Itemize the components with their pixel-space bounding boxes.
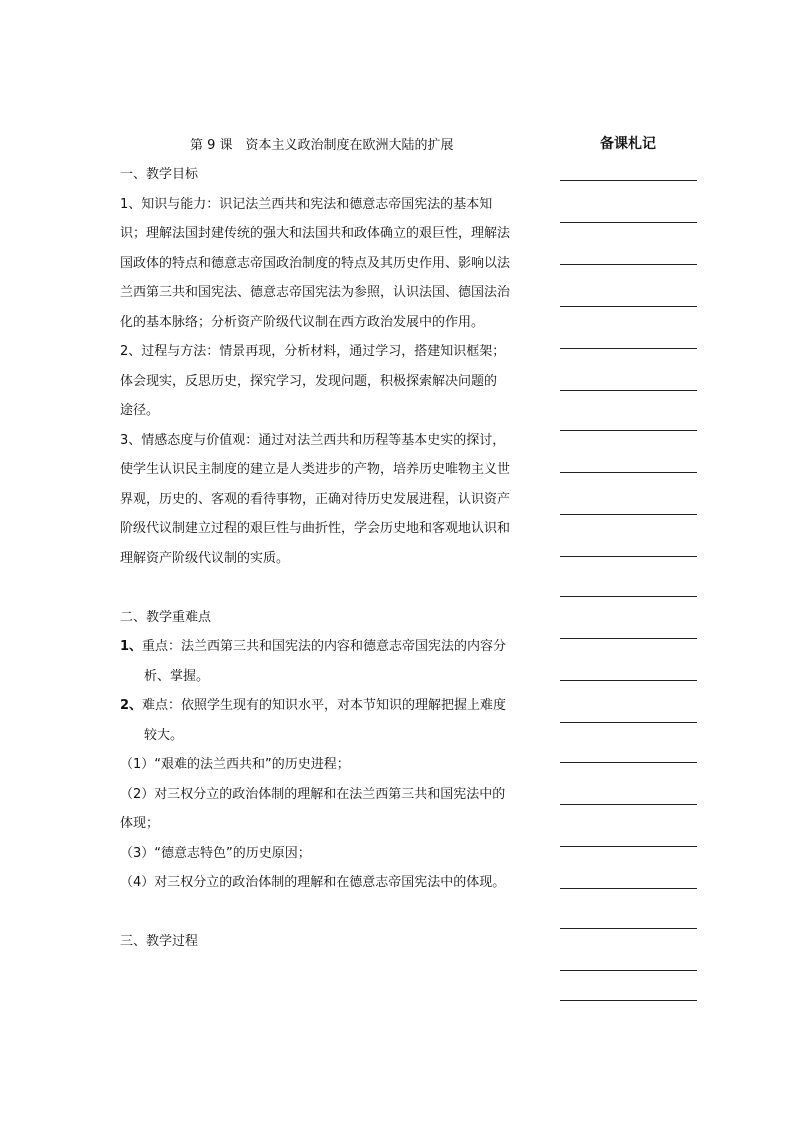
note-rule	[560, 556, 697, 557]
section-heading-process: 三、教学过程	[120, 934, 199, 949]
difficulty-item: （2）对三权分立的政治体制的理解和在法兰西第三共和国宪法中的	[120, 786, 506, 802]
note-rule	[560, 928, 697, 929]
blank-line	[120, 898, 545, 928]
note-rule	[560, 970, 697, 971]
note-rule	[560, 680, 697, 681]
objectives-line: 途径。	[120, 403, 160, 418]
note-rule	[560, 638, 697, 639]
lesson-body	[120, 160, 545, 957]
note-rule	[560, 596, 697, 597]
note-rule	[560, 888, 697, 889]
objectives-line: 使学生认识民主制度的建立是人类进步的产物，培养历史唯物主义世	[120, 462, 511, 477]
note-rule	[560, 430, 697, 431]
note-rule	[560, 348, 697, 349]
objectives-line: 阶级代议制建立过程的艰巨性与曲折性，学会历史地和客观地认识和	[120, 521, 511, 536]
difficulty-item: （4）对三权分立的政治体制的理解和在德意志帝国宪法中的体现。	[120, 875, 506, 890]
note-rule	[560, 762, 697, 763]
blank-line	[120, 573, 545, 603]
objectives-line: 兰西第三共和国宪法、德意志帝国宪法为参照，认识法国、德国法治	[120, 285, 511, 300]
note-rule	[560, 222, 697, 223]
difficulty-item: 体现；	[120, 816, 160, 831]
note-rule	[560, 390, 697, 391]
objectives-line: 理解资产阶级代议制的实质。	[120, 550, 290, 566]
objectives-line: 国政体的特点和德意志帝国政治制度的特点及其历史作用、影响以法	[120, 255, 511, 271]
section-heading-key-points: 二、教学重难点	[120, 609, 212, 625]
note-rule	[560, 722, 697, 723]
key-point-text: 重点：法兰西第三共和国宪法的内容和德意志帝国宪法的内容分	[142, 639, 507, 654]
objectives-line: 界观，历史的、客观的看待事物，正确对待历史发展进程，认识资产	[120, 491, 511, 507]
difficulty-item: （3）“德意志特色”的历史原因；	[120, 845, 311, 861]
objectives-line: 体会现实，反思历史，探究学习，发现问题，积极探索解决问题的	[120, 373, 498, 389]
note-rule	[560, 264, 697, 265]
objectives-line: 2、过程与方法：情景再现，分析材料，通过学习，搭建知识框架；	[120, 344, 506, 359]
difficulty-text: 难点：依照学生现有的知识水平，对本节知识的理解把握上难度	[142, 698, 507, 713]
key-point-continuation: 析、掌握。	[144, 668, 210, 684]
objectives-line: 1、知识与能力：识记法兰西共和宪法和德意志帝国宪法的基本知	[120, 196, 493, 212]
note-rule	[560, 1000, 697, 1001]
section-heading-objectives: 一、教学目标	[120, 167, 199, 182]
objectives-line: 化的基本脉络；分析资产阶级代议制在西方政治发展中的作用。	[120, 314, 485, 330]
key-point-line	[120, 632, 545, 662]
difficulty-continuation: 较大。	[144, 727, 184, 743]
objectives-line: 3、情感态度与价值观：通过对法兰西共和历程等基本史实的探讨，	[120, 432, 506, 448]
note-rule	[560, 804, 697, 805]
key-point-number: 1、	[120, 639, 143, 654]
difficulty-number: 2、	[120, 698, 143, 713]
difficulty-item: （1）“艰难的法兰西共和”的历史进程；	[120, 757, 350, 772]
note-rule	[560, 514, 697, 515]
difficulty-line	[120, 691, 545, 721]
note-rule	[560, 180, 697, 181]
note-rule	[560, 306, 697, 307]
objectives-line: 识；理解法国封建传统的强大和法国共和政体确立的艰巨性，理解法	[120, 226, 511, 241]
lesson-title: 第 9 课 资本主义政治制度在欧洲大陆的扩展	[190, 138, 454, 153]
note-rule	[560, 472, 697, 473]
note-rule	[560, 846, 697, 847]
notes-column	[560, 180, 697, 1010]
notes-title: 备课札记	[600, 136, 656, 152]
